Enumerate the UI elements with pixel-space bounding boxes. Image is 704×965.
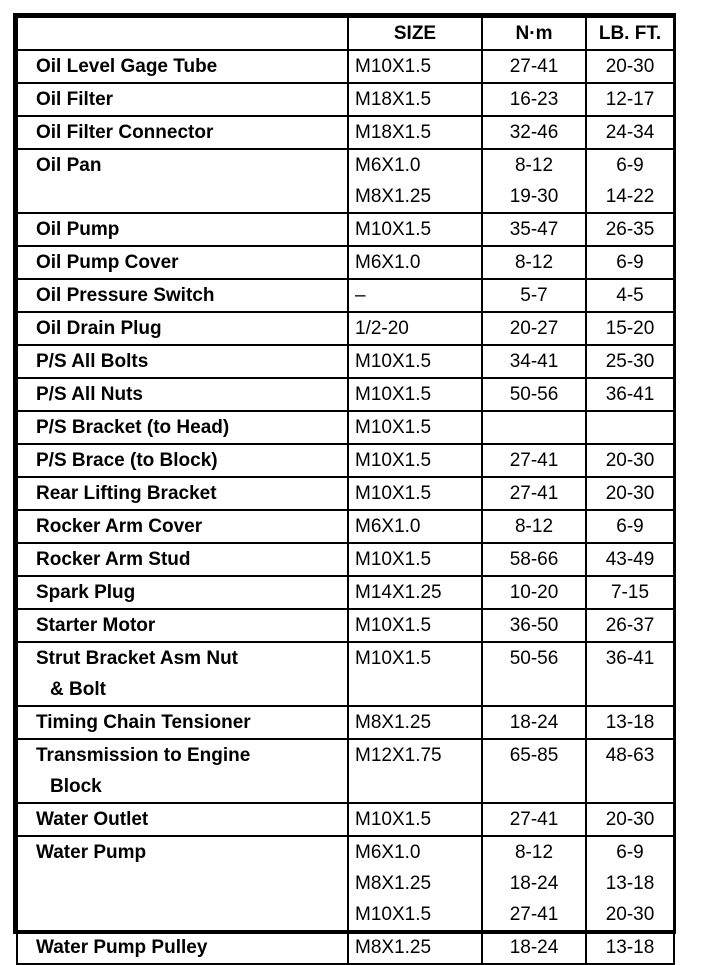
torque-lbft-cell: [586, 213, 674, 246]
size-cell: [348, 149, 482, 213]
torque-nm-cell: [482, 609, 586, 642]
component-cell: [17, 116, 348, 149]
torque-lbft-cell: [586, 444, 674, 477]
component-line: P/S All Nuts: [36, 384, 143, 405]
component-line: Block: [50, 776, 102, 797]
component-cell: [17, 345, 348, 378]
torque-nm-cell: [482, 213, 586, 246]
torque-lbft-line: 36-41: [605, 384, 655, 405]
torque-lbft-cell: [586, 116, 674, 149]
torque-nm-line: 18-24: [509, 937, 559, 958]
component-line: Transmission to Engine: [36, 745, 251, 766]
size-line: M10X1.5: [355, 56, 432, 77]
component-cell: [17, 149, 348, 213]
torque-lbft-cell: [586, 543, 674, 576]
torque-nm-line: 16-23: [509, 89, 559, 110]
size-line: M10X1.5: [355, 417, 432, 438]
size-cell: [348, 803, 482, 836]
component-cell: [17, 706, 348, 739]
component-line: & Bolt: [50, 679, 106, 700]
table-row: [17, 411, 674, 444]
size-line: M10X1.5: [355, 351, 432, 372]
component-line: Water Pump Pulley: [36, 937, 208, 958]
table-row: [17, 642, 674, 706]
torque-nm-cell: [482, 477, 586, 510]
table-row: [17, 213, 674, 246]
torque-lbft-line: 20-30: [605, 809, 655, 830]
size-line: M6X1.0: [355, 516, 421, 537]
torque-nm-cell: [482, 83, 586, 116]
torque-lbft-cell: [586, 83, 674, 116]
torque-lbft-line: 14-22: [605, 186, 655, 207]
torque-lbft-cell: [586, 312, 674, 345]
header-lbft: LB. FT.: [586, 17, 674, 50]
torque-lbft-cell: [586, 477, 674, 510]
component-cell: [17, 477, 348, 510]
torque-lbft-cell: [586, 279, 674, 312]
size-line: 1/2-20: [355, 318, 409, 339]
torque-lbft-line: 6-9: [616, 252, 644, 273]
table-row: [17, 477, 674, 510]
component-cell: [17, 411, 348, 444]
torque-nm-cell: [482, 312, 586, 345]
size-line: M6X1.0: [355, 842, 421, 863]
torque-nm-line: 27-41: [509, 56, 559, 77]
component-cell: [17, 642, 348, 706]
torque-nm-cell: [482, 378, 586, 411]
table-row: [17, 116, 674, 149]
torque-lbft-line: 6-9: [616, 516, 644, 537]
torque-lbft-line: 15-20: [605, 318, 655, 339]
size-cell: [348, 836, 482, 931]
torque-nm-line: 19-30: [509, 186, 559, 207]
component-line: Rocker Arm Stud: [36, 549, 191, 570]
torque-nm-line: 36-50: [509, 615, 559, 636]
component-line: Oil Filter: [36, 89, 114, 110]
torque-nm-line: 8-12: [514, 842, 554, 863]
component-cell: [17, 246, 348, 279]
component-line: Oil Level Gage Tube: [36, 56, 218, 77]
component-cell: [17, 543, 348, 576]
torque-lbft-cell: [586, 931, 674, 964]
torque-lbft-line: 20-30: [605, 56, 655, 77]
table-row: [17, 803, 674, 836]
table-row: [17, 83, 674, 116]
torque-lbft-cell: [586, 149, 674, 213]
header-size: SIZE: [348, 17, 482, 50]
size-cell: [348, 116, 482, 149]
torque-lbft-line: 43-49: [605, 549, 655, 570]
torque-nm-cell: [482, 543, 586, 576]
component-line: Oil Pressure Switch: [36, 285, 215, 306]
size-line: M18X1.5: [355, 122, 432, 143]
size-line: M8X1.25: [355, 873, 432, 894]
component-cell: [17, 83, 348, 116]
torque-nm-line: 58-66: [509, 549, 559, 570]
size-cell: [348, 411, 482, 444]
torque-nm-line: 20-27: [509, 318, 559, 339]
torque-lbft-cell: [586, 378, 674, 411]
component-cell: [17, 378, 348, 411]
size-line: M8X1.25: [355, 937, 432, 958]
torque-nm-line: 65-85: [509, 745, 559, 766]
torque-nm-cell: [482, 50, 586, 83]
table-row: [17, 246, 674, 279]
component-cell: [17, 931, 348, 964]
table-row: [17, 706, 674, 739]
component-line: Timing Chain Tensioner: [36, 712, 251, 733]
torque-nm-cell: [482, 510, 586, 543]
torque-nm-cell: [482, 576, 586, 609]
component-line: P/S Bracket (to Head): [36, 417, 230, 438]
table-row: [17, 444, 674, 477]
component-line: Starter Motor: [36, 615, 156, 636]
torque-nm-cell: [482, 149, 586, 213]
torque-lbft-cell: [586, 345, 674, 378]
component-cell: [17, 739, 348, 803]
torque-lbft-cell: [586, 836, 674, 931]
header-nm: N·m: [482, 17, 586, 50]
torque-lbft-cell: [586, 739, 674, 803]
component-line: Oil Pump Cover: [36, 252, 179, 273]
torque-nm-line: 8-12: [514, 155, 554, 176]
torque-nm-line: 27-41: [509, 450, 559, 471]
size-cell: [348, 477, 482, 510]
component-cell: [17, 836, 348, 931]
component-line: Strut Bracket Asm Nut: [36, 648, 239, 669]
size-cell: [348, 345, 482, 378]
torque-lbft-line: 25-30: [605, 351, 655, 372]
size-line: M8X1.25: [355, 186, 432, 207]
size-cell: [348, 739, 482, 803]
torque-lbft-line: 20-30: [605, 483, 655, 504]
torque-lbft-line: 20-30: [605, 450, 655, 471]
size-line: M10X1.5: [355, 615, 432, 636]
torque-lbft-line: 26-37: [605, 615, 655, 636]
size-line: M10X1.5: [355, 219, 432, 240]
table-body: [17, 50, 674, 964]
component-line: P/S Brace (to Block): [36, 450, 218, 471]
torque-lbft-cell: [586, 510, 674, 543]
size-line: M6X1.0: [355, 252, 421, 273]
torque-lbft-cell: [586, 706, 674, 739]
torque-spec-table-frame: [13, 13, 676, 958]
component-line: Oil Pan: [36, 155, 102, 176]
size-line: M10X1.5: [355, 549, 432, 570]
size-cell: [348, 246, 482, 279]
component-cell: [17, 444, 348, 477]
component-line: Oil Drain Plug: [36, 318, 162, 339]
size-line: M10X1.5: [355, 648, 432, 669]
torque-nm-line: [483, 412, 585, 443]
component-cell: [17, 803, 348, 836]
table-row: [17, 576, 674, 609]
size-cell: [348, 50, 482, 83]
component-line: Oil Filter Connector: [36, 122, 214, 143]
table-row: [17, 931, 674, 964]
torque-lbft-cell: [586, 246, 674, 279]
torque-lbft-cell: [586, 803, 674, 836]
torque-lbft-line: 4-5: [616, 285, 644, 306]
torque-nm-line: 18-24: [509, 712, 559, 733]
component-cell: [17, 576, 348, 609]
size-line: M6X1.0: [355, 155, 421, 176]
size-cell: [348, 279, 482, 312]
component-line: Water Pump: [36, 842, 147, 863]
size-cell: [348, 378, 482, 411]
component-cell: [17, 609, 348, 642]
component-line: Oil Pump: [36, 219, 120, 240]
component-cell: [17, 279, 348, 312]
torque-lbft-line: 12-17: [605, 89, 655, 110]
torque-lbft-line: 26-35: [605, 219, 655, 240]
component-line: P/S All Bolts: [36, 351, 149, 372]
torque-nm-cell: [482, 803, 586, 836]
size-cell: [348, 213, 482, 246]
torque-nm-line: 50-56: [509, 648, 559, 669]
table-row: [17, 836, 674, 931]
torque-nm-line: 35-47: [509, 219, 559, 240]
torque-nm-line: 27-41: [509, 809, 559, 830]
torque-lbft-cell: [586, 576, 674, 609]
torque-nm-cell: [482, 246, 586, 279]
size-line: –: [355, 285, 366, 306]
table-row: [17, 378, 674, 411]
size-cell: [348, 931, 482, 964]
component-line: Water Outlet: [36, 809, 149, 830]
table-row: [17, 279, 674, 312]
torque-nm-line: 5-7: [520, 285, 548, 306]
table-row: [17, 312, 674, 345]
size-line: M10X1.5: [355, 384, 432, 405]
torque-nm-cell: [482, 444, 586, 477]
header-row: [17, 17, 674, 50]
torque-lbft-line: 24-34: [605, 122, 655, 143]
torque-nm-cell: [482, 706, 586, 739]
size-line: M10X1.5: [355, 483, 432, 504]
torque-lbft-line: [587, 412, 673, 443]
table-row: [17, 543, 674, 576]
size-line: M18X1.5: [355, 89, 432, 110]
torque-nm-cell: [482, 836, 586, 931]
torque-lbft-cell: [586, 642, 674, 706]
size-cell: [348, 444, 482, 477]
size-line: M12X1.75: [355, 745, 442, 766]
component-cell: [17, 312, 348, 345]
torque-nm-cell: [482, 279, 586, 312]
torque-lbft-cell: [586, 50, 674, 83]
size-cell: [348, 609, 482, 642]
size-line: M8X1.25: [355, 712, 432, 733]
torque-lbft-line: 6-9: [616, 155, 644, 176]
torque-nm-line: 8-12: [514, 252, 554, 273]
torque-lbft-line: 7-15: [610, 582, 650, 603]
torque-nm-line: 34-41: [509, 351, 559, 372]
torque-lbft-cell: [586, 609, 674, 642]
component-cell: [17, 510, 348, 543]
torque-nm-cell: [482, 116, 586, 149]
size-cell: [348, 543, 482, 576]
torque-nm-line: 8-12: [514, 516, 554, 537]
table-row: [17, 739, 674, 803]
torque-lbft-cell: [586, 411, 674, 444]
torque-nm-line: 27-41: [509, 904, 559, 925]
size-line: M10X1.5: [355, 904, 432, 925]
torque-nm-cell: [482, 642, 586, 706]
torque-nm-line: 27-41: [509, 483, 559, 504]
size-cell: [348, 83, 482, 116]
torque-lbft-line: 13-18: [605, 937, 655, 958]
size-cell: [348, 510, 482, 543]
table-row: [17, 149, 674, 213]
torque-nm-line: 10-20: [509, 582, 559, 603]
torque-nm-cell: [482, 411, 586, 444]
torque-lbft-line: 13-18: [605, 712, 655, 733]
torque-lbft-line: 20-30: [605, 904, 655, 925]
torque-nm-cell: [482, 345, 586, 378]
size-cell: [348, 642, 482, 706]
size-cell: [348, 312, 482, 345]
table-row: [17, 609, 674, 642]
torque-lbft-line: 48-63: [605, 745, 655, 766]
table-row: [17, 50, 674, 83]
size-line: M14X1.25: [355, 582, 442, 603]
size-line: M10X1.5: [355, 450, 432, 471]
size-cell: [348, 576, 482, 609]
component-line: Rocker Arm Cover: [36, 516, 203, 537]
component-cell: [17, 213, 348, 246]
torque-spec-table: [16, 16, 675, 965]
torque-nm-cell: [482, 739, 586, 803]
torque-nm-cell: [482, 931, 586, 964]
header-component: [17, 17, 348, 50]
torque-nm-line: 50-56: [509, 384, 559, 405]
component-line: Rear Lifting Bracket: [36, 483, 217, 504]
torque-lbft-line: 13-18: [605, 873, 655, 894]
size-line: M10X1.5: [355, 809, 432, 830]
table-row: [17, 345, 674, 378]
torque-lbft-line: 6-9: [616, 842, 644, 863]
table-row: [17, 510, 674, 543]
torque-nm-line: 32-46: [509, 122, 559, 143]
size-cell: [348, 706, 482, 739]
torque-nm-line: 18-24: [509, 873, 559, 894]
component-line: Spark Plug: [36, 582, 136, 603]
component-cell: [17, 50, 348, 83]
torque-lbft-line: 36-41: [605, 648, 655, 669]
